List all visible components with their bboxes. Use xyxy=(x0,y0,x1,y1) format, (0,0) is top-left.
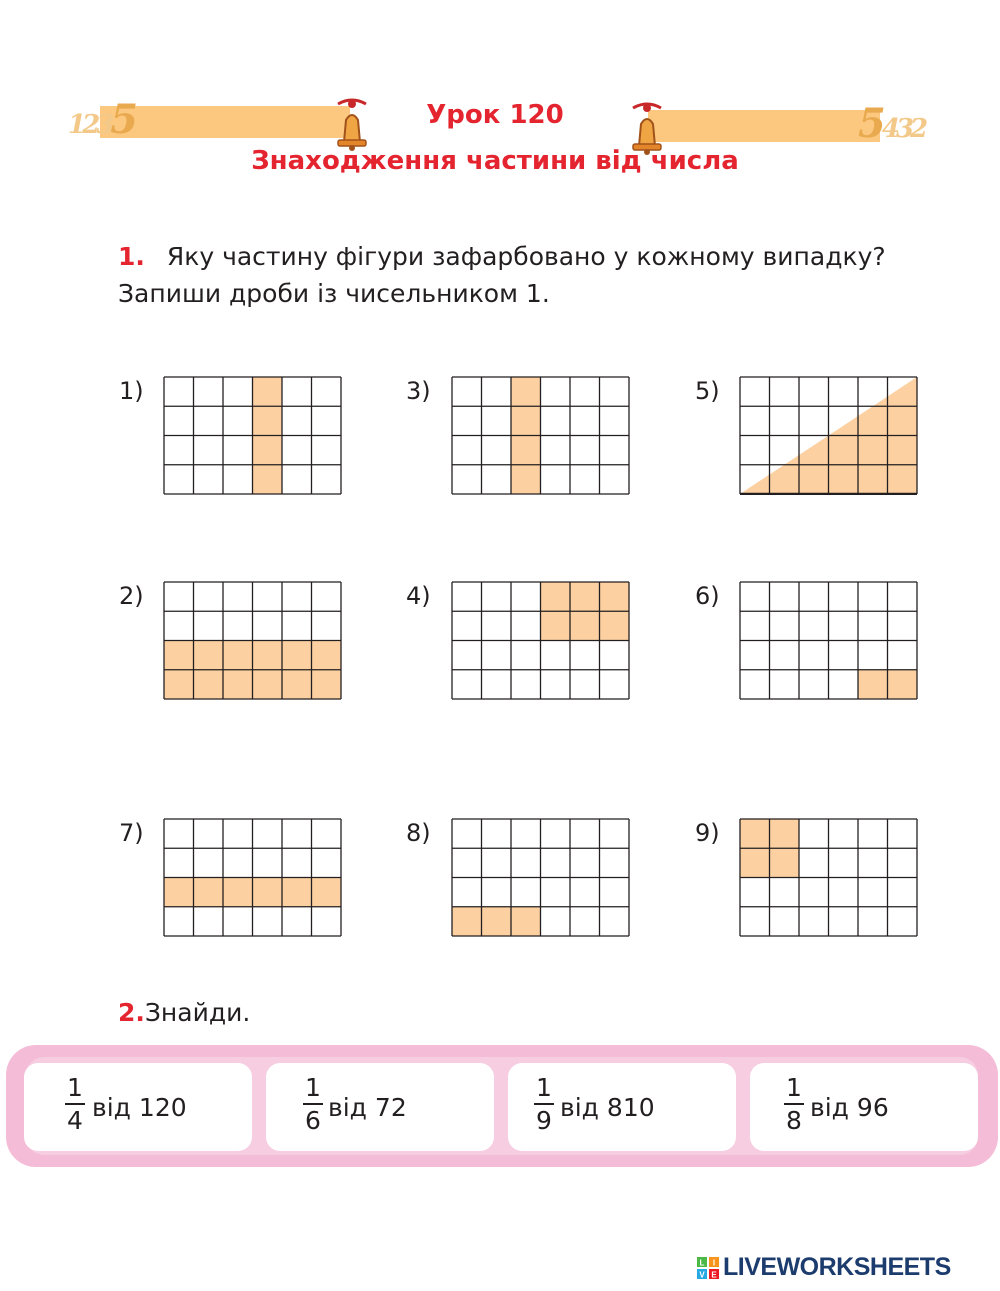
lesson-topic: Знаходження частини від числа xyxy=(251,146,739,176)
task1-line2: Запиши дроби із чисельником 1. xyxy=(118,279,550,308)
shaded-cell xyxy=(194,670,224,699)
fraction-denominator: 8 xyxy=(786,1106,802,1135)
decor-digit: 5 xyxy=(858,100,882,147)
shaded-cell xyxy=(888,670,918,699)
shaded-cell xyxy=(253,641,283,670)
logo-icon-letter: L xyxy=(699,1258,705,1268)
logo-icon-letter: V xyxy=(699,1270,705,1279)
find-card[interactable] xyxy=(750,1063,978,1151)
shaded-cell xyxy=(253,406,283,435)
fraction xyxy=(533,1073,555,1137)
shaded-cell xyxy=(740,819,770,848)
shaded-cell xyxy=(223,641,253,670)
task2-number: 2. xyxy=(118,998,145,1027)
shaded-cell xyxy=(858,670,888,699)
task1-question: Яку частину фігури зафарбовано у кожному випадку? xyxy=(166,242,886,271)
shaded-cell xyxy=(541,582,571,611)
shaded-cell xyxy=(253,878,283,907)
decor-digit: 2 xyxy=(82,110,97,140)
figure-grid-7 xyxy=(163,818,340,935)
fraction xyxy=(302,1073,324,1137)
header-ribbon-left xyxy=(100,106,350,138)
shaded-cell xyxy=(253,436,283,465)
grid-svg xyxy=(739,581,918,700)
shaded-cell xyxy=(541,611,571,640)
shaded-cell xyxy=(570,582,600,611)
figure-label: 5) xyxy=(695,377,720,405)
decor-digit: 1 xyxy=(68,110,83,140)
shaded-cell xyxy=(452,907,482,936)
figure-label: 3) xyxy=(406,377,431,405)
figure-grid-9 xyxy=(739,818,916,935)
grid-svg xyxy=(739,376,918,495)
shaded-cell xyxy=(282,641,312,670)
shaded-cell xyxy=(282,878,312,907)
figure-label: 7) xyxy=(119,819,144,847)
task1-line1 xyxy=(118,242,886,271)
task2-heading xyxy=(118,998,250,1027)
shaded-cell xyxy=(770,819,800,848)
find-card[interactable] xyxy=(24,1063,252,1151)
figure-grid-4 xyxy=(451,581,628,698)
figure-label: 4) xyxy=(406,582,431,610)
shaded-cell xyxy=(740,848,770,877)
shaded-cell xyxy=(511,465,541,494)
shaded-cell xyxy=(164,670,194,699)
shaded-cell xyxy=(511,436,541,465)
shaded-cell xyxy=(253,465,283,494)
shaded-cell xyxy=(570,611,600,640)
figure-grid-2 xyxy=(163,581,340,698)
shaded-cell xyxy=(482,907,512,936)
fraction-denominator: 4 xyxy=(67,1106,83,1135)
shaded-cell xyxy=(194,641,224,670)
grid-svg xyxy=(739,818,918,937)
grid-svg xyxy=(451,581,630,700)
decor-digit: 4 xyxy=(881,114,896,144)
shaded-cell xyxy=(282,670,312,699)
shaded-cell xyxy=(600,582,630,611)
fraction-numerator: 1 xyxy=(67,1073,83,1102)
grid-svg xyxy=(163,376,342,495)
find-panel xyxy=(6,1045,998,1167)
shaded-cell xyxy=(312,641,342,670)
shaded-cell xyxy=(511,377,541,406)
shaded-cell xyxy=(164,878,194,907)
logo-icon-letter: E xyxy=(711,1270,717,1279)
figure-label: 2) xyxy=(119,582,144,610)
logo-icon-letter: I xyxy=(712,1258,716,1268)
shaded-cell xyxy=(600,611,630,640)
figure-grid-1 xyxy=(163,376,340,493)
shaded-cell xyxy=(312,670,342,699)
grid-svg xyxy=(451,376,630,495)
decor-digit: 5 xyxy=(110,96,135,143)
fraction-numerator: 1 xyxy=(305,1073,321,1102)
decor-numbers-right xyxy=(858,100,924,147)
fraction-denominator: 9 xyxy=(536,1106,552,1135)
decor-digit: 2 xyxy=(910,114,925,144)
figure-label: 9) xyxy=(695,819,720,847)
figure-grid-5 xyxy=(739,376,916,493)
decor-digit: 3 xyxy=(895,114,911,144)
liveworksheets-wordmark: LIVEWORKSHEETS xyxy=(723,1253,951,1281)
fraction xyxy=(64,1073,86,1137)
task1-number: 1. xyxy=(118,242,145,271)
figure-label: 8) xyxy=(406,819,431,847)
shaded-cell xyxy=(253,670,283,699)
fraction-numerator: 1 xyxy=(536,1073,552,1102)
fraction-denominator: 6 xyxy=(305,1106,321,1135)
shaded-cell xyxy=(253,377,283,406)
grid-svg xyxy=(163,818,342,937)
figure-grid-3 xyxy=(451,376,628,493)
find-card[interactable] xyxy=(508,1063,736,1151)
shaded-cell xyxy=(164,641,194,670)
shaded-cell xyxy=(770,848,800,877)
decor-numbers-left xyxy=(68,96,134,143)
figure-grid-8 xyxy=(451,818,628,935)
lesson-number: Урок 120 xyxy=(426,100,564,130)
figure-label: 6) xyxy=(695,582,720,610)
find-card-text: від 810 xyxy=(560,1093,655,1122)
find-card-text: від 120 xyxy=(92,1093,187,1122)
find-card-text: від 96 xyxy=(810,1093,889,1122)
decor-digit: 3 xyxy=(96,110,111,140)
shaded-cell xyxy=(223,878,253,907)
shaded-cell xyxy=(194,878,224,907)
grid-svg xyxy=(451,818,630,937)
task2-title: Знайди. xyxy=(144,998,251,1027)
liveworksheets-icon xyxy=(697,1257,719,1279)
fraction-numerator: 1 xyxy=(786,1073,802,1102)
shaded-cell xyxy=(511,907,541,936)
figure-grid-6 xyxy=(739,581,916,698)
fraction xyxy=(783,1073,805,1137)
shaded-cell xyxy=(223,670,253,699)
shaded-cell xyxy=(312,878,342,907)
grid-svg xyxy=(163,581,342,700)
figure-label: 1) xyxy=(119,377,144,405)
shaded-cell xyxy=(511,406,541,435)
find-card[interactable] xyxy=(266,1063,494,1151)
find-card-text: від 72 xyxy=(328,1093,407,1122)
header-ribbon-right xyxy=(648,110,880,142)
